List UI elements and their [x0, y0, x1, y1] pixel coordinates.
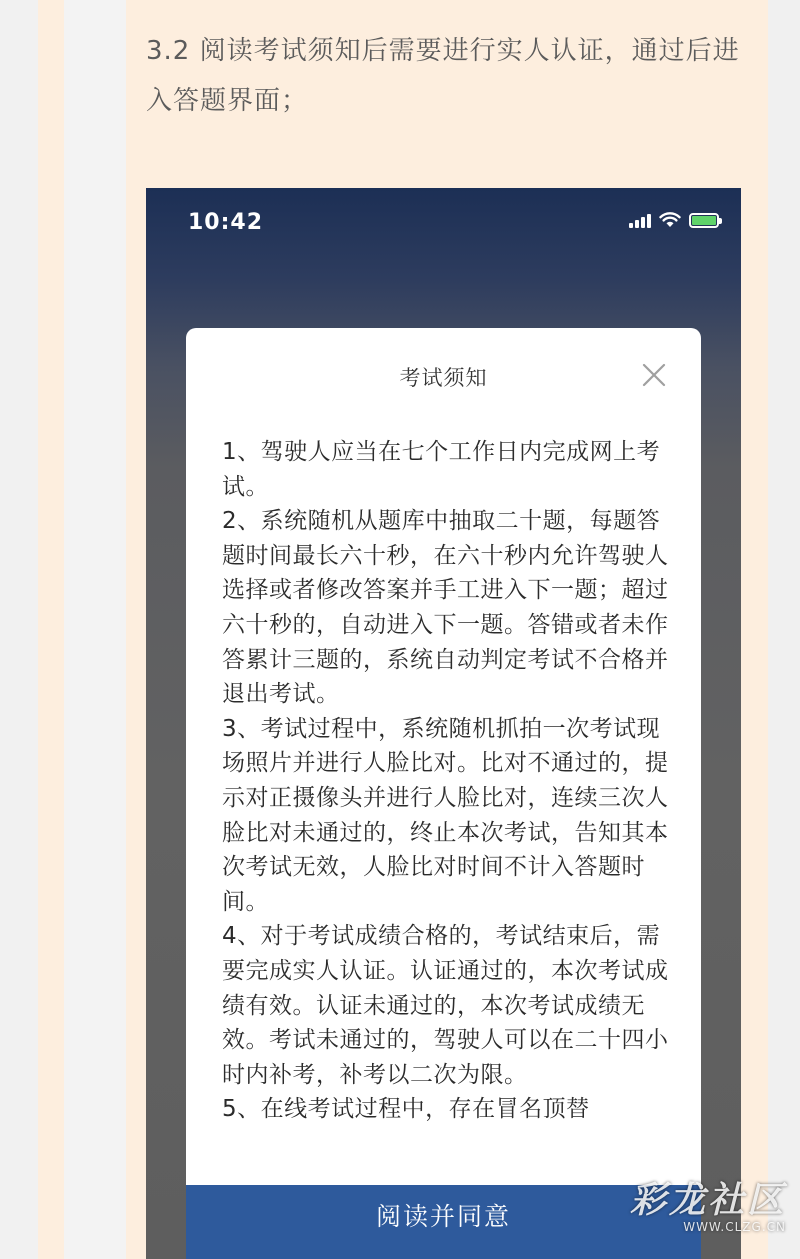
watermark-logo — [616, 1180, 786, 1234]
dialog-body-text: 1、驾驶人应当在七个工作日内完成网上考试。 2、系统随机从题库中抽取二十题，每题答题时间最长六十秒，在六十秒内允许驾驶人选择或者修改答案并手工进入下一题；超过六十秒的，自动进入下一题。答错或者未作答累计三题的，系统自动判定考试不合格并退出考试。 3、考试过程中，系统随机抓拍一次考试现场照片并进行人脸比对。比对不通过的，提示对正摄像头并进行人脸比对，连续三次人脸比对未通过的，终止本次考试，告知其本次考试无效，人脸比对时间不计入答题时间。 4、对于考试成绩合格的，考试结束后，需要完成实人认证。认证通过的，本次考试成绩有效。认证未通过的，本次考试成绩无效。考试未通过的，驾驶人可以在二十四小时内补考，补考以二次为限。 5、在线考试过程中，存在冒名顶替 — [222, 439, 669, 1123]
dialog-title: 考试须知 — [399, 366, 488, 390]
watermark-url: WWW.CLZG.CN — [683, 1220, 786, 1234]
left-gutter — [64, 0, 126, 1259]
right-margin — [768, 0, 800, 1259]
signal-icon — [629, 212, 651, 228]
left-margin — [0, 0, 38, 1259]
read-and-agree-button[interactable]: 阅读并同意 — [186, 1185, 701, 1259]
article-paragraph: 3.2 阅读考试须知后需要进行实人认证，通过后进入答题界面； — [146, 36, 740, 116]
battery-icon — [689, 213, 719, 228]
close-icon[interactable] — [641, 362, 667, 388]
watermark-title: 彩龙社区 — [629, 1179, 786, 1221]
exam-notice-dialog — [186, 328, 701, 1259]
phone-screenshot — [146, 188, 741, 1259]
wifi-icon — [659, 212, 681, 228]
left-accent-strip — [38, 0, 64, 1259]
status-icons — [629, 212, 719, 228]
status-time: 10:42 — [188, 210, 264, 235]
